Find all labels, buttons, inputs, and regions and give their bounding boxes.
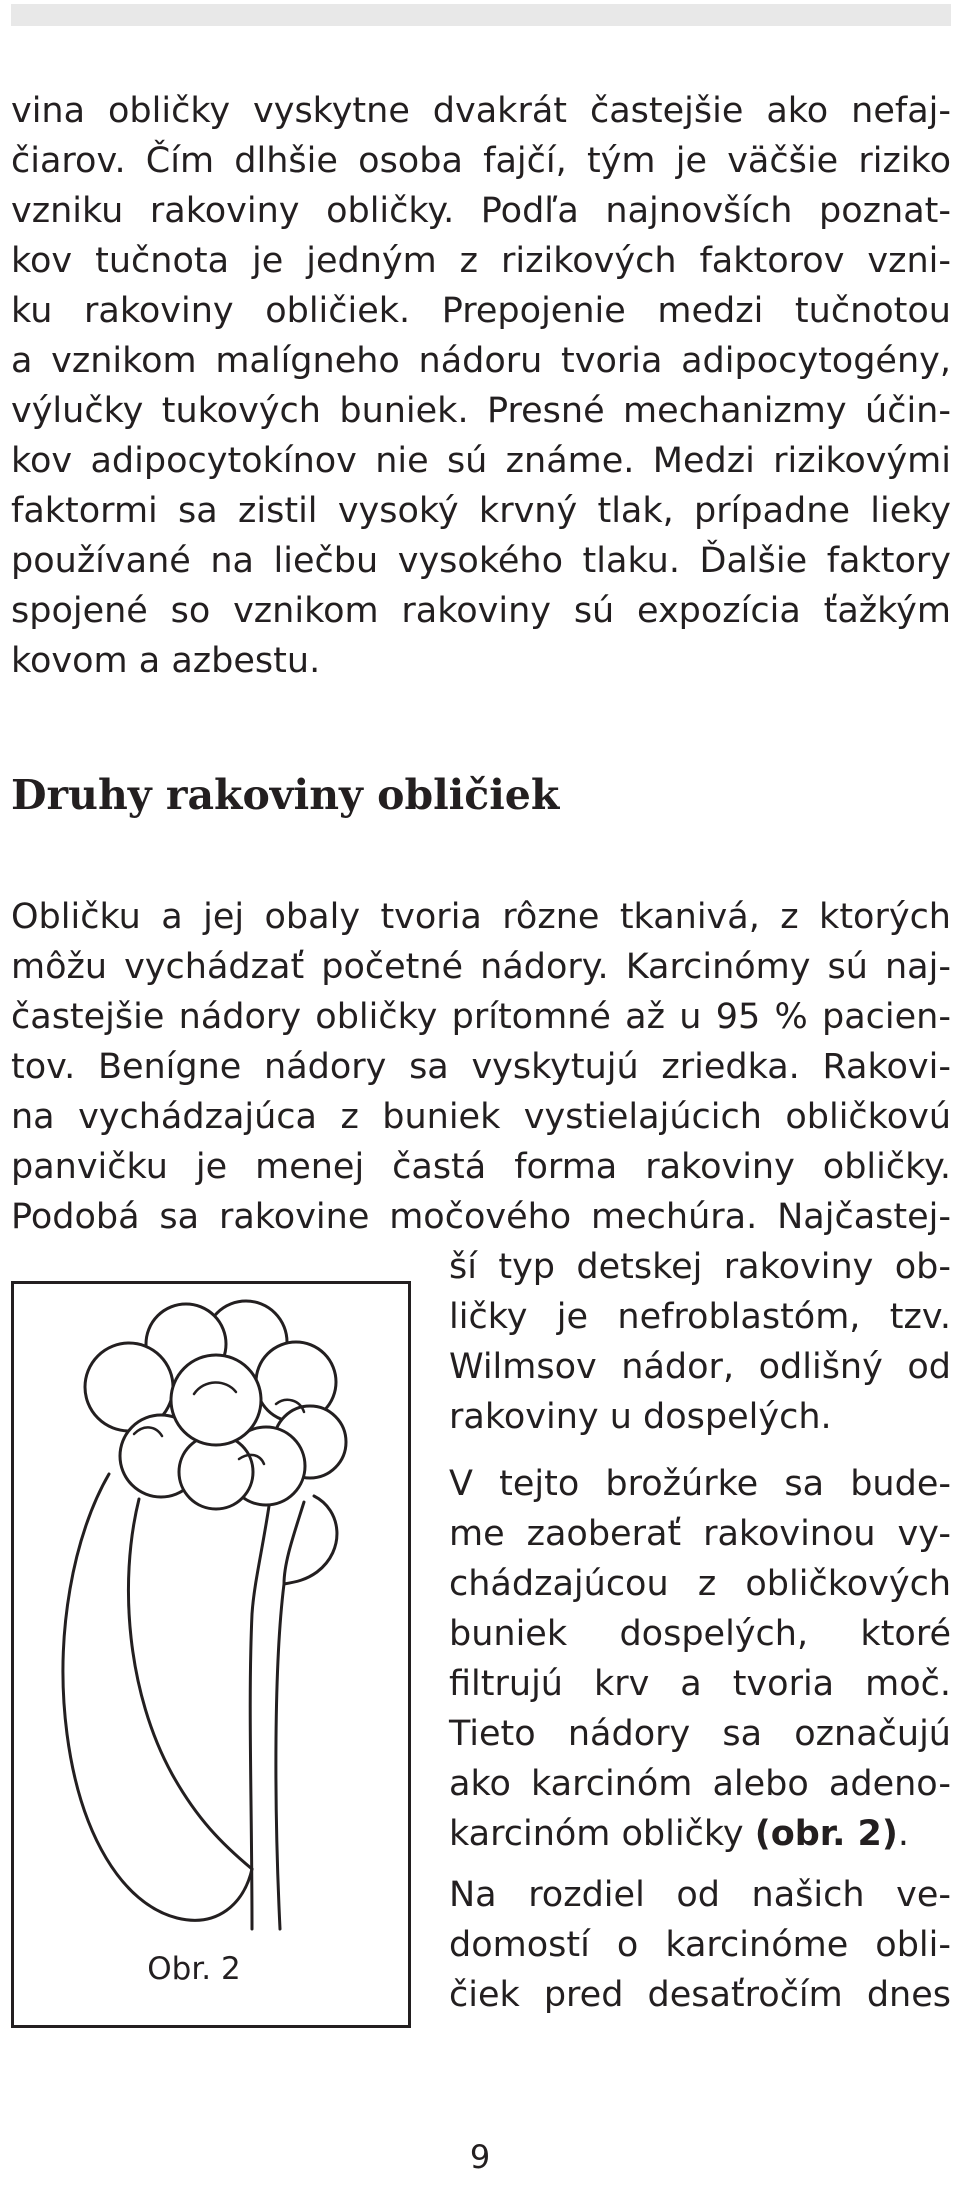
paragraph-line: ku rakoviny obličiek. Prepojenie medzi tučnotou: [11, 291, 951, 331]
paragraph-line: kov adipocytokínov nie sú známe. Medzi rizikovými: [11, 441, 951, 481]
paragraph-line: faktormi sa zistil vysoký krvný tlak, prípadne lieky: [11, 491, 951, 531]
paragraph-line: domostí o karcinóme obli-: [449, 1925, 951, 1965]
paragraph-line: ličky je nefroblastóm, tzv.: [449, 1297, 951, 1337]
line-text-end: .: [897, 1814, 910, 1854]
paragraph-line: na vychádzajúca z buniek vystielajúcich obličkovú: [11, 1097, 951, 1137]
paragraph-line: Na rozdiel od našich ve-: [449, 1875, 951, 1915]
paragraph-line: buniek dospelých, ktoré: [449, 1614, 951, 1654]
paragraph-line: a vznikom malígneho nádoru tvoria adipocytogény,: [11, 341, 951, 381]
paragraph-line: vzniku rakoviny obličky. Podľa najnovších poznat-: [11, 191, 951, 231]
paragraph-line: používané na liečbu vysokého tlaku. Ďalšie faktory: [11, 541, 951, 581]
paragraph-line: čiek pred desaťročím dnes: [449, 1975, 951, 2015]
paragraph-line: spojené so vznikom rakoviny sú expozícia ťažkým: [11, 591, 951, 631]
section-heading: Druhy rakoviny obličiek: [11, 771, 560, 819]
paragraph-line: Wilmsov nádor, odlišný od: [449, 1347, 951, 1387]
top-bar: [11, 4, 951, 26]
figure-reference: (obr. 2): [754, 1814, 898, 1854]
paragraph-line: chádzajúcou z obličkových: [449, 1564, 951, 1604]
body-paragraph-2-column: [449, 1242, 951, 1442]
figure-box: [11, 1281, 411, 2028]
body-paragraph-1: [11, 86, 951, 686]
line-text: karcinóm obličky: [449, 1814, 744, 1854]
paragraph-line: ako karcinóm alebo adeno-: [449, 1764, 951, 1804]
paragraph-line: môžu vychádzať početné nádory. Karcinómy sú naj-: [11, 947, 951, 987]
paragraph-line: čiarov. Čím dlhšie osoba fajčí, tým je väčšie riziko: [11, 141, 951, 181]
paragraph-line: vina obličky vyskytne dvakrát častejšie ako nefaj-: [11, 91, 951, 131]
paragraph-line: rakoviny u dospelých.: [449, 1397, 832, 1437]
paragraph-line: Tieto nádory sa označujú: [449, 1714, 951, 1754]
paragraph-line: kovom a azbestu.: [11, 641, 321, 681]
page-number: 9: [469, 2138, 491, 2176]
paragraph-line: ší typ detskej rakoviny ob-: [449, 1247, 951, 1287]
body-paragraph-2: [11, 892, 951, 1242]
paragraph-line: výlučky tukových buniek. Presné mechanizmy účin-: [11, 391, 951, 431]
paragraph-line: me zaoberať rakovinou vy-: [449, 1514, 951, 1554]
figure-caption: Obr. 2: [147, 1951, 241, 1987]
kidney-outline: [63, 1474, 337, 1929]
body-paragraph-3: [449, 1459, 951, 1859]
paragraph-line: kov tučnota je jedným z rizikových faktorov vzni-: [11, 241, 951, 281]
body-paragraph-4: [449, 1870, 951, 2020]
paragraph-line: Podobá sa rakovine močového mechúra. Najčastej-: [11, 1197, 951, 1237]
tumor-lobes: [85, 1301, 346, 1509]
paragraph-line: filtrujú krv a tvoria moč.: [449, 1664, 951, 1704]
kidney-illustration: [14, 1284, 408, 2025]
paragraph-line: V tejto brožúrke sa bude-: [449, 1464, 951, 1504]
paragraph-line: častejšie nádory obličky prítomné až u 95 % pacien-: [11, 997, 951, 1037]
paragraph-line-with-reference: [449, 1809, 951, 1859]
paragraph-line: panvičku je menej častá forma rakoviny obličky.: [11, 1147, 951, 1187]
paragraph-line: tov. Benígne nádory sa vyskytujú zriedka. Rakovi-: [11, 1047, 951, 1087]
paragraph-line: Obličku a jej obaly tvoria rôzne tkanivá, z ktorých: [11, 897, 951, 937]
